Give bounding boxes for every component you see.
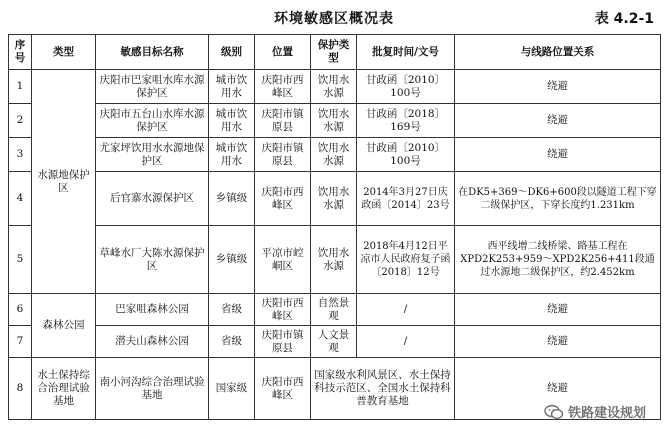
header-cell: 类型 <box>32 35 96 70</box>
header-cell: 位置 <box>255 35 311 70</box>
header-cell: 保护类型 <box>311 35 357 70</box>
header-cell: 敏感目标名称 <box>96 35 209 70</box>
header-cell: 与线路位置关系 <box>455 35 661 70</box>
location: 庆阳市西峰区 <box>255 172 311 226</box>
relation: 西平线增二线桥梁、路基工程在XPD2K253+959～XPD2K256+411段通过水源地二级保护区，约2.452km <box>455 226 661 294</box>
relation: 绕避 <box>455 294 661 326</box>
page-title: 环境敏感区概况表 <box>274 11 394 27</box>
header-cell: 级别 <box>209 35 255 70</box>
approval: 甘政函〔2010〕100号 <box>357 70 455 104</box>
table-row <box>9 104 661 138</box>
row-number: 4 <box>9 172 32 226</box>
protection-type: 饮用水水源 <box>311 70 357 104</box>
relation: 绕避 <box>455 326 661 358</box>
location: 庆阳市西峰区 <box>255 70 311 104</box>
target-name: 后官寨水源保护区 <box>96 172 209 226</box>
target-name: 庆阳市巴家咀水库水源保护区 <box>96 70 209 104</box>
approval: 甘政函〔2010〕100号 <box>357 138 455 172</box>
protection-type: 饮用水水源 <box>311 226 357 294</box>
group-water: 水源地保护区 <box>32 70 96 294</box>
level: 国家级 <box>209 358 255 420</box>
table-row <box>9 70 661 104</box>
table-row <box>9 138 661 172</box>
level: 城市饮用水 <box>209 70 255 104</box>
location: 庆阳市镇原县 <box>255 326 311 358</box>
approval: / <box>357 326 455 358</box>
row-number: 7 <box>9 326 32 358</box>
level: 城市饮用水 <box>209 104 255 138</box>
level: 乡镇级 <box>209 226 255 294</box>
group-soil: 水土保持综合治理试验基地 <box>32 358 96 420</box>
relation: 绕避 <box>455 70 661 104</box>
group-forest: 森林公园 <box>32 294 96 358</box>
level: 城市饮用水 <box>209 138 255 172</box>
row-number: 1 <box>9 70 32 104</box>
row-number: 8 <box>9 358 32 420</box>
target-name: 草峰水厂大陈水源保护区 <box>96 226 209 294</box>
level: 乡镇级 <box>209 172 255 226</box>
row-number: 5 <box>9 226 32 294</box>
approval: 2018年4月12日平凉市人民政府复子函〔2018〕12号 <box>357 226 455 294</box>
approval: 甘政函〔2018〕169号 <box>357 104 455 138</box>
header-cell: 序号 <box>9 35 32 70</box>
protection-type: 饮用水水源 <box>311 172 357 226</box>
row-number: 3 <box>9 138 32 172</box>
watermark <box>544 402 646 421</box>
table-row <box>9 326 661 358</box>
table-number: 表 4.2-1 <box>594 11 654 27</box>
location: 平凉市崆峒区 <box>255 226 311 294</box>
target-name: 庆阳市五台山水库水源保护区 <box>96 104 209 138</box>
sensitive-area-table <box>8 34 661 420</box>
protection-type: 自然景观 <box>311 294 357 326</box>
target-name: 潜夫山森林公园 <box>96 326 209 358</box>
header-cell: 批复时间/文号 <box>357 35 455 70</box>
level: 省级 <box>209 326 255 358</box>
target-name: 尤家坪饮用水水源地保护区 <box>96 138 209 172</box>
location: 庆阳市镇原县 <box>255 104 311 138</box>
row-number: 6 <box>9 294 32 326</box>
approval: / <box>357 294 455 326</box>
location: 庆阳市西峰区 <box>255 358 311 420</box>
relation: 绕避 <box>455 358 661 420</box>
table-row <box>9 226 661 294</box>
location: 庆阳市西峰区 <box>255 294 311 326</box>
target-name: 巴家咀森林公园 <box>96 294 209 326</box>
protection-type: 饮用水水源 <box>311 138 357 172</box>
relation: 在DK5+369～DK6+600段以隧道工程下穿二级保护区，下穿长度约1.231km <box>455 172 661 226</box>
level: 省级 <box>209 294 255 326</box>
wechat-icon <box>544 404 564 420</box>
protection-type: 人文景观 <box>311 326 357 358</box>
row-number: 2 <box>9 104 32 138</box>
relation: 绕避 <box>455 104 661 138</box>
header-row <box>9 35 661 70</box>
target-name: 南小河沟综合治理试验基地 <box>96 358 209 420</box>
table-row <box>9 172 661 226</box>
relation: 绕避 <box>455 138 661 172</box>
protection-type: 饮用水水源 <box>311 104 357 138</box>
approval: 2014年3月27日庆政函〔2014〕23号 <box>357 172 455 226</box>
table-row <box>9 294 661 326</box>
watermark-text: 铁路建设规划 <box>567 406 646 421</box>
location: 庆阳市镇原县 <box>255 138 311 172</box>
approval: 国家级水利风景区、水土保持科技示范区、全国水土保持科普教育基地 <box>311 358 455 420</box>
